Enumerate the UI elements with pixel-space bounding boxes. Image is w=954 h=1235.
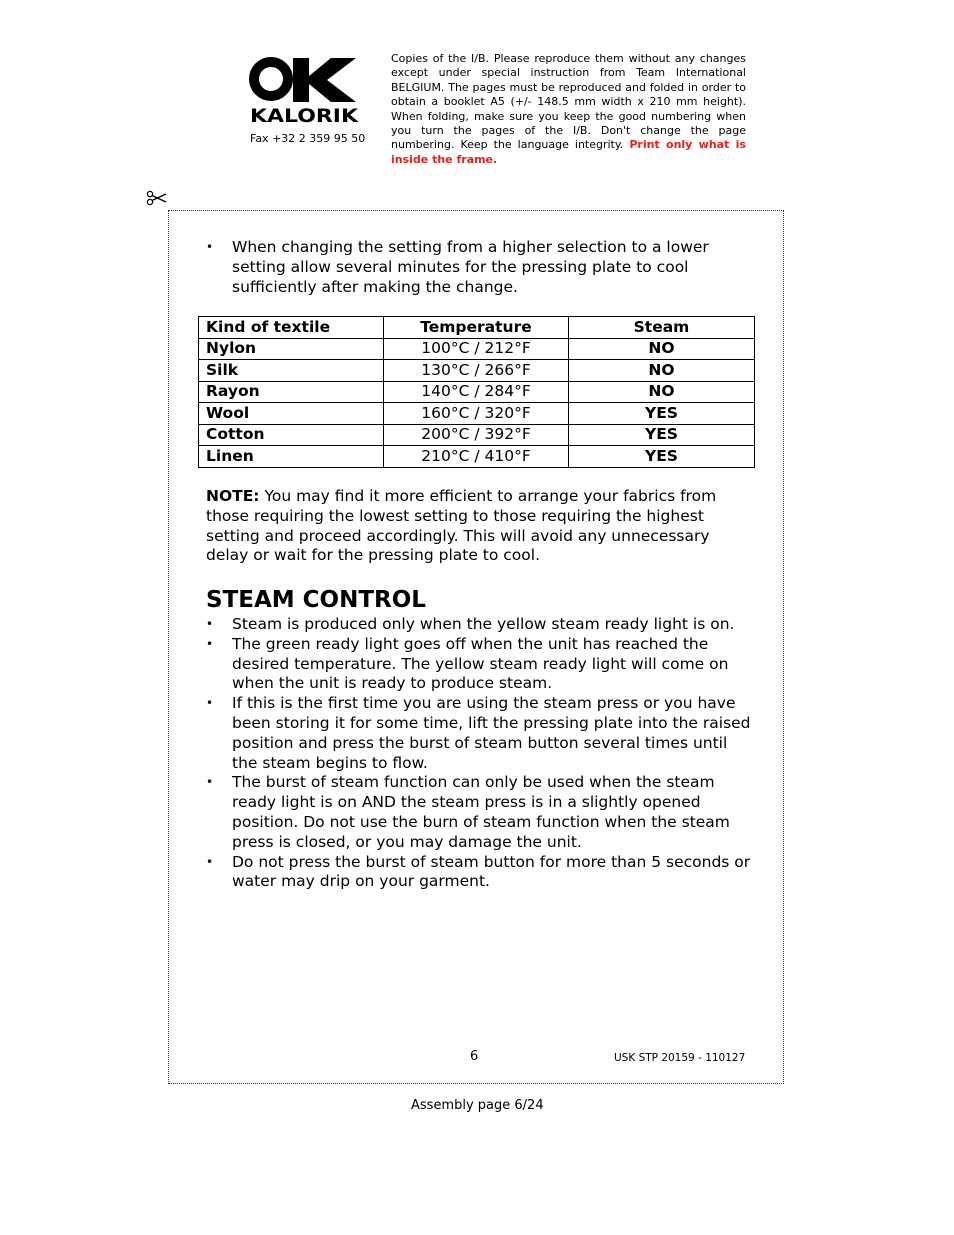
temperature-cell: 140°C / 284°F: [384, 381, 569, 403]
temperature-cell: 100°C / 212°F: [384, 338, 569, 360]
page-number: 6: [470, 1049, 479, 1064]
textile-cell: Nylon: [199, 338, 384, 360]
list-item: • When changing the setting from a higher selection to a lower setting allow several minutes for the pressing plate to cool sufficiently after making the change.: [206, 238, 736, 297]
intro-list: [206, 238, 736, 297]
document-code: USK STP 20159 - 110127: [614, 1052, 746, 1064]
steam-cell: YES: [569, 403, 755, 425]
table-row: [199, 338, 755, 360]
temperature-cell: 210°C / 410°F: [384, 446, 569, 468]
steam-cell: NO: [569, 381, 755, 403]
header-steam: Steam: [569, 317, 755, 339]
textile-temperature-table: [198, 316, 755, 468]
header-kind-of-textile: Kind of textile: [199, 317, 384, 339]
section-title: STEAM CONTROL: [206, 587, 426, 613]
textile-cell: Rayon: [199, 381, 384, 403]
note-paragraph: [206, 487, 736, 566]
list-item: • The burst of steam function can only be used when the steam ready light is on AND the steam press is in a slightly opened position. Do not use the burn of steam function when the steam press is closed, or you may damage the unit.: [206, 773, 751, 852]
scissors-icon: [146, 190, 168, 206]
steam-cell: NO: [569, 360, 755, 382]
textile-cell: Cotton: [199, 424, 384, 446]
steam-cell: YES: [569, 446, 755, 468]
list-item: • The green ready light goes off when the unit has reached the desired temperature. The yellow steam ready light will come on when the unit is ready to produce steam.: [206, 635, 751, 694]
table-row: [199, 360, 755, 382]
textile-cell: Linen: [199, 446, 384, 468]
temperature-cell: 130°C / 266°F: [384, 360, 569, 382]
list-item: • Steam is produced only when the yellow steam ready light is on.: [206, 615, 751, 635]
table-row: [199, 381, 755, 403]
logo-wordmark: KALORIK: [250, 105, 360, 126]
kalorik-logo: [249, 56, 361, 126]
note-text: You may find it more efficient to arrange your fabrics from those requiring the lowest setting to those requiring the highest setting and proceed accordingly. This will avoid any unnecessary delay or wait for the pressing plate to cool.: [206, 487, 717, 565]
steam-cell: YES: [569, 424, 755, 446]
steam-control-list: [206, 615, 751, 892]
copy-instructions-text: Copies of the I/B. Please reproduce them without any changes except under special instruction from Team International BELGIUM. The pages must be reproduced and folded in order to obtain a booklet A5 (+/- 148.5 mm width x 210 mm height). When folding, make sure you keep the good numbering when you turn the pages of the I/B. Don't change the page numbering. Keep the language integrity.: [391, 52, 746, 152]
textile-cell: Wool: [199, 403, 384, 425]
list-item: • If this is the first time you are using the steam press or you have been storing it for some time, lift the pressing plate into the raised position and press the burst of steam button several times until the steam begins to flow.: [206, 694, 751, 773]
copy-instructions: [391, 52, 746, 167]
textile-cell: Silk: [199, 360, 384, 382]
list-item: • Do not press the burst of steam button for more than 5 seconds or water may drip on your garment.: [206, 853, 751, 893]
header-temperature: Temperature: [384, 317, 569, 339]
temperature-cell: 160°C / 320°F: [384, 403, 569, 425]
note-label: NOTE:: [206, 487, 260, 505]
table-row: [199, 424, 755, 446]
steam-cell: NO: [569, 338, 755, 360]
table-row: [199, 446, 755, 468]
table-row: [199, 403, 755, 425]
assembly-page: Assembly page 6/24: [411, 1098, 544, 1113]
fax-number: Fax +32 2 359 95 50: [250, 132, 366, 145]
table-header-row: [199, 317, 755, 339]
temperature-cell: 200°C / 392°F: [384, 424, 569, 446]
print-frame-warning: Print only what is inside the frame.: [391, 138, 746, 166]
